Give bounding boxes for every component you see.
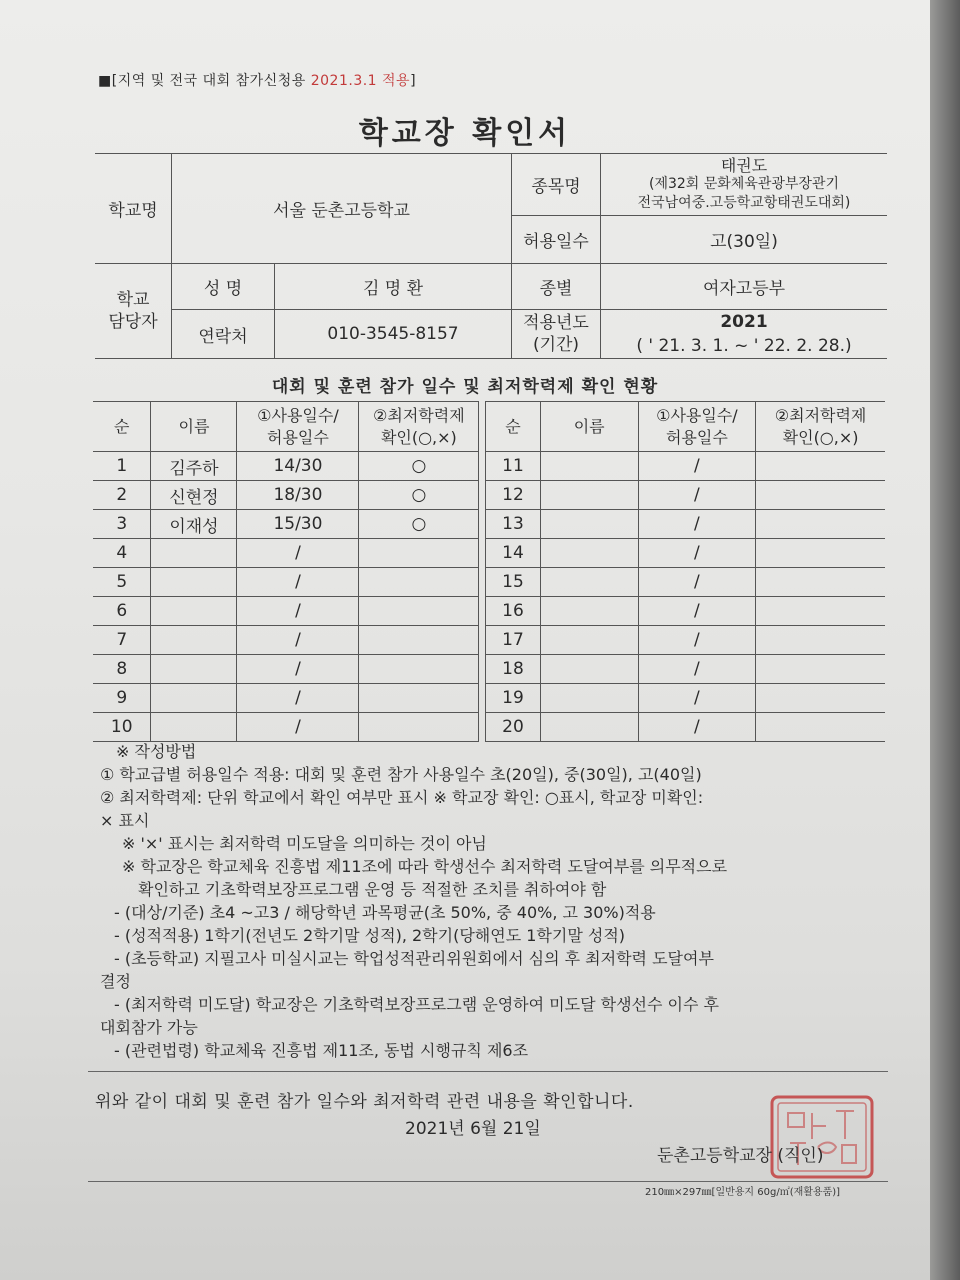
min-academic-check (756, 568, 885, 597)
header-name-left: 이름 (151, 402, 237, 452)
section-title: 대회 및 훈련 참가 일수 및 최저학력제 확인 현황 (271, 377, 659, 397)
table-gap (479, 539, 486, 568)
used-days: / (638, 568, 756, 597)
name-label: 성 명 (172, 264, 275, 310)
min-academic-check (359, 713, 479, 742)
min-academic-check (756, 510, 885, 539)
issue-date: 2021년 6월 21일 (405, 1119, 541, 1139)
min-academic-check (756, 481, 885, 510)
row-number: 3 (93, 510, 151, 539)
header-days-right-2: 허용일수 (665, 427, 728, 447)
header-days-left-1: ①사용일수/ (257, 405, 339, 425)
min-academic-check (359, 597, 479, 626)
table-row (93, 655, 885, 684)
guide-dash-3-cont: 결정 (100, 972, 131, 991)
confirm-text: 위와 같이 대회 및 훈련 참가 일수와 최저학력 관련 내용을 확인합니다. (95, 1092, 634, 1112)
guide-dash-4-cont: 대회참가 가능 (100, 1018, 198, 1037)
writing-guide (100, 740, 890, 1062)
table-gap (479, 452, 486, 481)
header-note-prefix: ■[지역 및 전국 대회 참가신청용 (98, 73, 311, 89)
guide-dash-1: - (대상/기준) 초4 ~고3 / 해당학년 과목평균(초 50%, 중 40%, 고 30%)적용 (114, 903, 656, 922)
table-gap (479, 568, 486, 597)
event-label: 종목명 (512, 154, 601, 216)
guide-note-1: ※ '×' 표시는 최저학력 미도달을 의미하는 것이 아님 (122, 834, 487, 853)
allowed-days-value: 고(30일) (601, 216, 888, 264)
row-number: 1 (93, 452, 151, 481)
document-title: 학교장 확인서 (358, 116, 572, 151)
table-gap (479, 597, 486, 626)
used-days: / (638, 481, 756, 510)
paper-spec: 210㎜×297㎜[일반용지 60g/㎡(재활용품)] (645, 1187, 841, 1198)
guide-item-1: ① 학교급별 허용일수 적용: 대회 및 훈련 참가 사용일수 초(20일), 중(30일), 고(40일) (100, 765, 702, 784)
student-name (151, 597, 237, 626)
student-name (151, 539, 237, 568)
header-check-right (756, 402, 885, 452)
row-number: 18 (486, 655, 541, 684)
header-days-right (638, 402, 756, 452)
category-value: 여자고등부 (601, 264, 888, 310)
student-name (151, 655, 237, 684)
used-days: / (237, 684, 359, 713)
header-days-right-1: ①사용일수/ (656, 405, 738, 425)
used-days: 18/30 (237, 481, 359, 510)
table-gap (479, 481, 486, 510)
min-academic-check (756, 713, 885, 742)
name-value: 김 명 환 (275, 264, 512, 310)
used-days: / (237, 626, 359, 655)
header-check-left (359, 402, 479, 452)
student-name (540, 452, 638, 481)
guide-item-2-cont: × 표시 (100, 811, 150, 830)
header-no-right: 순 (486, 402, 541, 452)
header-check-right-2: 확인(○,×) (782, 427, 859, 447)
guide-note-2: ※ 학교장은 학교체육 진흥법 제11조에 따라 학생선수 최저학력 도달여부를 의무적으로 (122, 857, 728, 876)
min-academic-check (756, 655, 885, 684)
divider-bottom (88, 1181, 888, 1182)
category-label: 종별 (512, 264, 601, 310)
student-name (151, 568, 237, 597)
guide-dash-5: - (관련법령) 학교체육 진흥법 제11조, 동법 시행규칙 제6조 (114, 1041, 529, 1060)
row-number: 16 (486, 597, 541, 626)
student-name (151, 626, 237, 655)
table-gap (479, 684, 486, 713)
min-academic-check (359, 684, 479, 713)
header-days-left-2: 허용일수 (267, 427, 329, 447)
event-value (601, 154, 888, 216)
year-value-cell (601, 310, 888, 359)
student-name: 신현정 (151, 481, 237, 510)
row-number: 14 (486, 539, 541, 568)
header-note-date: 2021.3.1 적용 (310, 73, 411, 89)
guide-dash-4: - (최저학력 미도달) 학교장은 기초학력보장프로그램 운영하여 미도달 학생선수 이수 후 (114, 995, 719, 1014)
event-line-1: 태권도 (720, 156, 768, 175)
manager-label-line-1: 학교 (116, 290, 150, 310)
row-number: 15 (486, 568, 541, 597)
table-row (93, 713, 885, 742)
guide-dash-3: - (초등학교) 지필고사 미실시교는 학업성적관리위원회에서 심의 후 최저학력 도달여부 (114, 949, 714, 968)
school-label: 학교명 (95, 154, 172, 264)
manager-label-line-2: 담당자 (108, 312, 158, 332)
min-academic-check: ○ (359, 452, 479, 481)
min-academic-check (359, 655, 479, 684)
student-name (540, 568, 638, 597)
row-number: 17 (486, 626, 541, 655)
min-academic-check (756, 539, 885, 568)
min-academic-check (756, 626, 885, 655)
student-name (540, 481, 638, 510)
header-days-left (237, 402, 359, 452)
used-days: / (237, 655, 359, 684)
row-number: 20 (486, 713, 541, 742)
header-no-left: 순 (93, 402, 151, 452)
contact-value: 010-3545-8157 (275, 310, 512, 359)
header-check-left-2: 확인(○,×) (380, 427, 457, 447)
student-name (540, 684, 638, 713)
guide-heading: ※ 작성방법 (116, 742, 197, 761)
min-academic-check (756, 684, 885, 713)
used-days: / (638, 684, 756, 713)
signer: 둔촌고등학교장 (직인) (657, 1146, 824, 1166)
student-name (540, 597, 638, 626)
table-row (93, 568, 885, 597)
table-row (93, 481, 885, 510)
row-number: 10 (93, 713, 151, 742)
table-row (93, 684, 885, 713)
contact-label: 연락처 (172, 310, 275, 359)
divider-top (88, 1071, 888, 1072)
background-edge (930, 0, 960, 1280)
used-days: / (638, 539, 756, 568)
student-name (151, 713, 237, 742)
table-row (93, 597, 885, 626)
used-days: / (638, 510, 756, 539)
used-days: / (237, 713, 359, 742)
period-value: ( ' 21. 3. 1. ~ ' 22. 2. 28.) (636, 336, 852, 356)
used-days: / (237, 539, 359, 568)
table-row (93, 539, 885, 568)
min-academic-check (359, 568, 479, 597)
student-name (540, 539, 638, 568)
guide-note-2-cont: 확인하고 기초학력보장프로그램 운영 등 적절한 조치를 취하여야 함 (138, 880, 607, 899)
row-number: 4 (93, 539, 151, 568)
year-label-line-1: 적용년도 (523, 313, 589, 333)
student-name (540, 713, 638, 742)
row-number: 13 (486, 510, 541, 539)
participation-rows (93, 452, 885, 742)
used-days: / (638, 713, 756, 742)
event-line-2: (제32회 문화체육관광부장관기 (648, 176, 839, 192)
table-gap (479, 402, 486, 452)
student-name: 김주하 (151, 452, 237, 481)
table-gap (479, 655, 486, 684)
table-gap (479, 510, 486, 539)
student-name (540, 626, 638, 655)
school-value: 서울 둔촌고등학교 (172, 154, 512, 264)
row-number: 5 (93, 568, 151, 597)
student-name (151, 684, 237, 713)
used-days: 15/30 (237, 510, 359, 539)
row-number: 19 (486, 684, 541, 713)
header-note-suffix: ] (410, 73, 417, 89)
row-number: 2 (93, 481, 151, 510)
year-value: 2021 (720, 312, 768, 332)
table-gap (479, 713, 486, 742)
used-days: / (638, 655, 756, 684)
student-name (540, 655, 638, 684)
header-name-right: 이름 (540, 402, 638, 452)
header-check-left-1: ②최저학력제 (373, 405, 465, 425)
used-days: / (638, 597, 756, 626)
table-gap (479, 626, 486, 655)
used-days: / (638, 452, 756, 481)
min-academic-check (756, 452, 885, 481)
min-academic-check: ○ (359, 510, 479, 539)
header-note (98, 70, 416, 90)
min-academic-check (756, 597, 885, 626)
used-days: 14/30 (237, 452, 359, 481)
row-number: 8 (93, 655, 151, 684)
guide-item-2: ② 최저학력제: 단위 학교에서 확인 여부만 표시 ※ 학교장 확인: ○표시, 학교장 미확인: (100, 788, 704, 807)
row-number: 12 (486, 481, 541, 510)
participation-table (93, 401, 885, 742)
guide-dash-2: - (성적적용) 1학기(전년도 2학기말 성적), 2학기(당해연도 1학기말 성적) (114, 926, 626, 945)
header-check-right-1: ②최저학력제 (774, 405, 867, 425)
min-academic-check: ○ (359, 481, 479, 510)
used-days: / (237, 597, 359, 626)
table-row (93, 510, 885, 539)
row-number: 7 (93, 626, 151, 655)
student-name: 이재성 (151, 510, 237, 539)
allowed-days-label: 허용일수 (512, 216, 601, 264)
student-name (540, 510, 638, 539)
year-label-line-2: (기간) (532, 335, 580, 355)
table-row (93, 626, 885, 655)
manager-label (95, 264, 172, 359)
row-number: 9 (93, 684, 151, 713)
info-table (95, 153, 887, 359)
min-academic-check (359, 626, 479, 655)
row-number: 6 (93, 597, 151, 626)
year-label (512, 310, 601, 359)
used-days: / (638, 626, 756, 655)
event-line-3: 전국남여중.고등학교항태권도대회) (637, 195, 851, 211)
min-academic-check (359, 539, 479, 568)
table-row (93, 452, 885, 481)
row-number: 11 (486, 452, 541, 481)
official-seal (766, 1093, 878, 1181)
used-days: / (237, 568, 359, 597)
